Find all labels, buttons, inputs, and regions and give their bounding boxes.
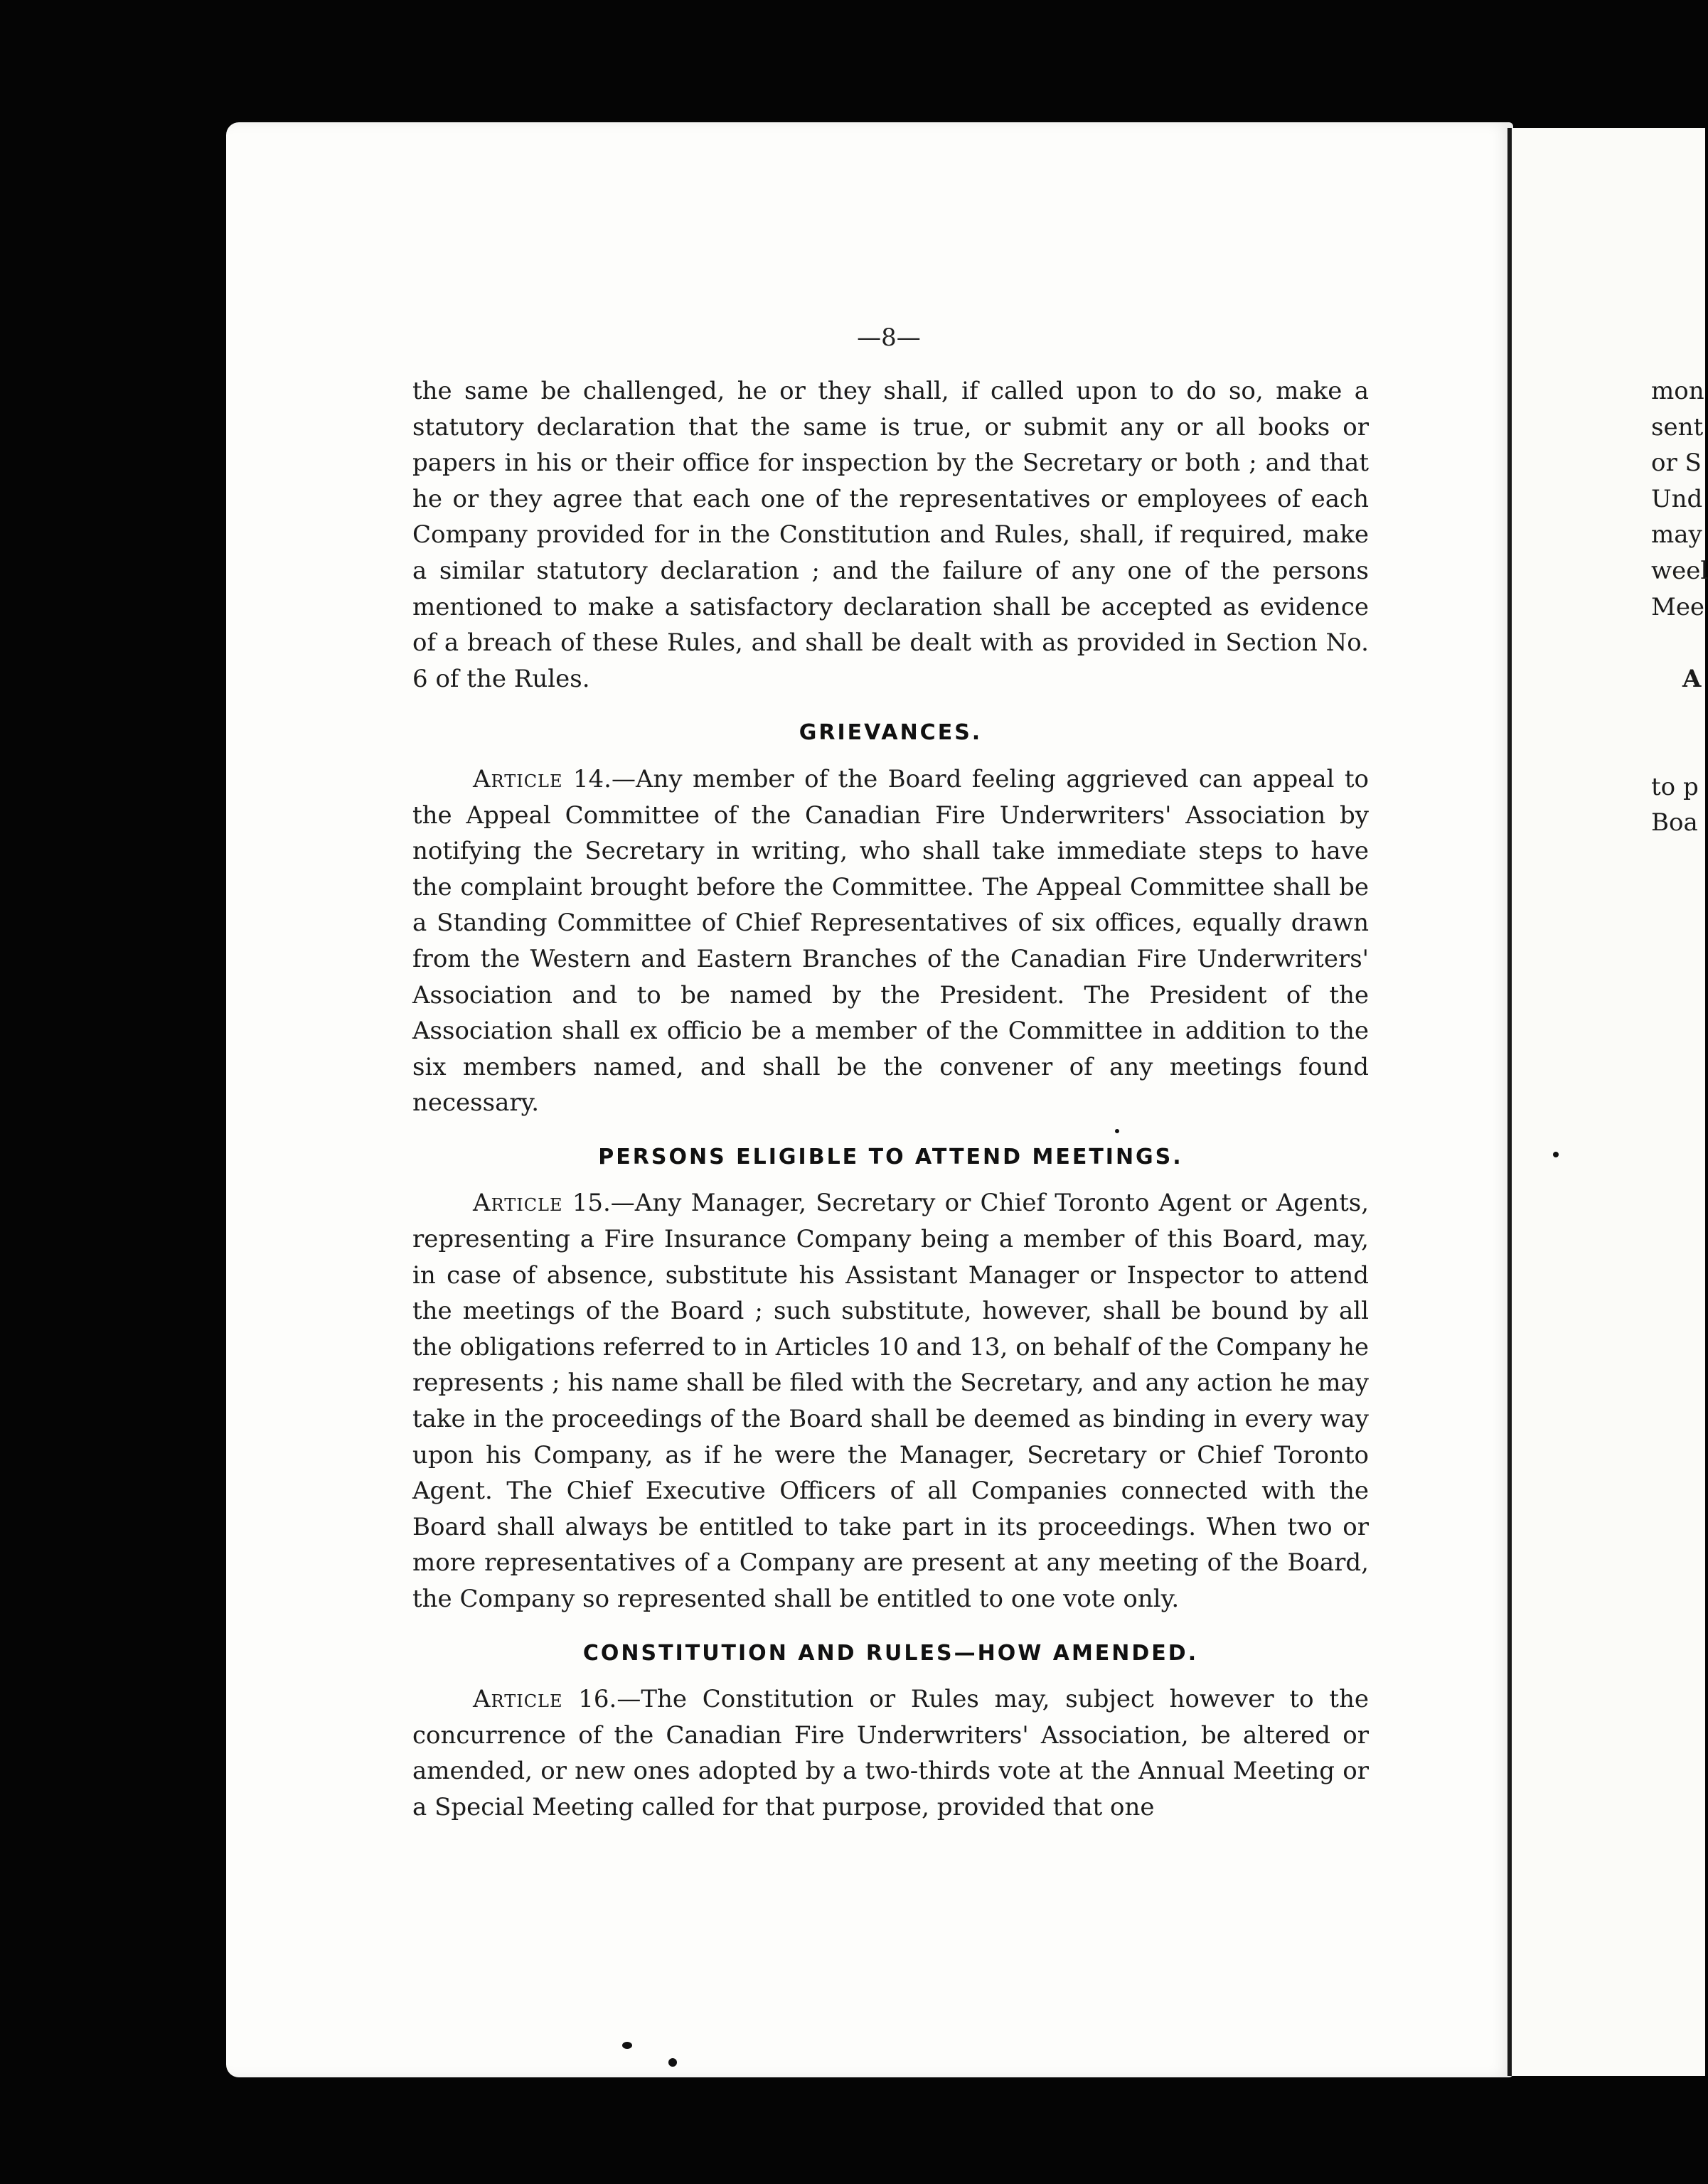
fragment-line: may (1651, 520, 1702, 550)
section-heading-grievances: GRIEVANCES. (799, 720, 983, 746)
fragment-line: Und (1651, 484, 1703, 513)
article-14 (412, 761, 1369, 1121)
article-label: Article (473, 1685, 563, 1714)
article-15-text: 15.—Any Manager, Secretary or Chief Toronto Agent or Agents, representing a Fire Insurance Company being a member of this Board, may, in case of absence, substitute his Assistant Manager or Inspector to attend the meetings of the Board ; such substitute, however, shall be bound by all the obligations referred to in Articles 10 and 13, on behalf of the Company he represents ; his name shall be filed with the Secretary, and any action he may take in the proceedings of the Board shall be deemed as binding in every way upon his Company, as if he were the Manager, Secretary or Chief Toronto Agent. The Chief Executive Officers of all Companies connected with the Board shall always be entitled to take part in its proceedings. When two or more representatives of a Company are present at any meeting of the Board, the Company so represented shall be entitled to one vote only. (412, 1189, 1369, 1613)
paragraph-continued: the same be challenged, he or they shall, if called upon to do so, make a statutory declaration that the same is true, or submit any or all books or papers in his or their office for inspection by the Secretary or both ; and that he or they agree that each one of the representatives or employees of each Company provided for in the Constitution and Rules, shall, if required, make a similar statutory declaration ; and the failure of any one of the persons mentioned to make a satisfactory declaration shall be accepted as evidence of a breach of these Rules, and shall be dealt with as provided in Section No. 6 of the Rules. (412, 377, 1369, 693)
article-label: Article (473, 1189, 563, 1218)
fragment-line: weel (1651, 556, 1708, 585)
fragment-line (1651, 733, 1708, 769)
fragment-line: Mee (1651, 592, 1705, 621)
fragment-line (1651, 625, 1708, 661)
fragment-line: A (1682, 664, 1702, 693)
ink-speck (1553, 1152, 1559, 1157)
article-label: Article (473, 764, 563, 793)
fragment-line: to p (1651, 772, 1699, 801)
fragment-line: Boa (1651, 808, 1698, 837)
article-14-text: 14.—Any member of the Board feeling aggrieved can appeal to the Appeal Committee of the Canadian Fire Underwriters' Association by notifying the Secretary in writing, who shall take immediate steps to have the complaint brought before the Committee. The Appeal Committee shall be a Standing Committee of Chief Representatives of six offices, equally drawn from the Western and Eastern Branches of the Canadian Fire Underwriters' Association and to be named by the President. The President of the Association shall ex officio be a member of the Committee in addition to the six members named, and shall be the convener of any meetings found necessary. (412, 764, 1369, 1118)
section-heading-constitution-amended: CONSTITUTION AND RULES—HOW AMENDED. (582, 1640, 1199, 1666)
fragment-line: mon (1651, 377, 1704, 405)
page-number: —8— (857, 323, 921, 352)
ink-speck (668, 2058, 677, 2067)
document-body (412, 373, 1369, 1826)
fragment-line: or S (1651, 449, 1702, 478)
article-16 (412, 1681, 1369, 1825)
article-15 (412, 1185, 1369, 1617)
section-heading-persons-eligible: PERSONS ELIGIBLE TO ATTEND MEETINGS. (598, 1144, 1183, 1169)
article-16-text: 16.—The Constitution or Rules may, subject however to the concurrence of the Canadian Fire Underwriters' Association, be altered or amended, or new ones adopted by a two-thirds vote at the Annual Meeting or a Special Meeting called for that purpose, provided that one (412, 1685, 1369, 1821)
ink-speck (622, 2042, 632, 2049)
ink-speck (1115, 1129, 1119, 1133)
fragment-line: sent (1651, 412, 1704, 441)
fragment-line (1651, 697, 1708, 733)
right-page-fragments (1651, 373, 1708, 841)
